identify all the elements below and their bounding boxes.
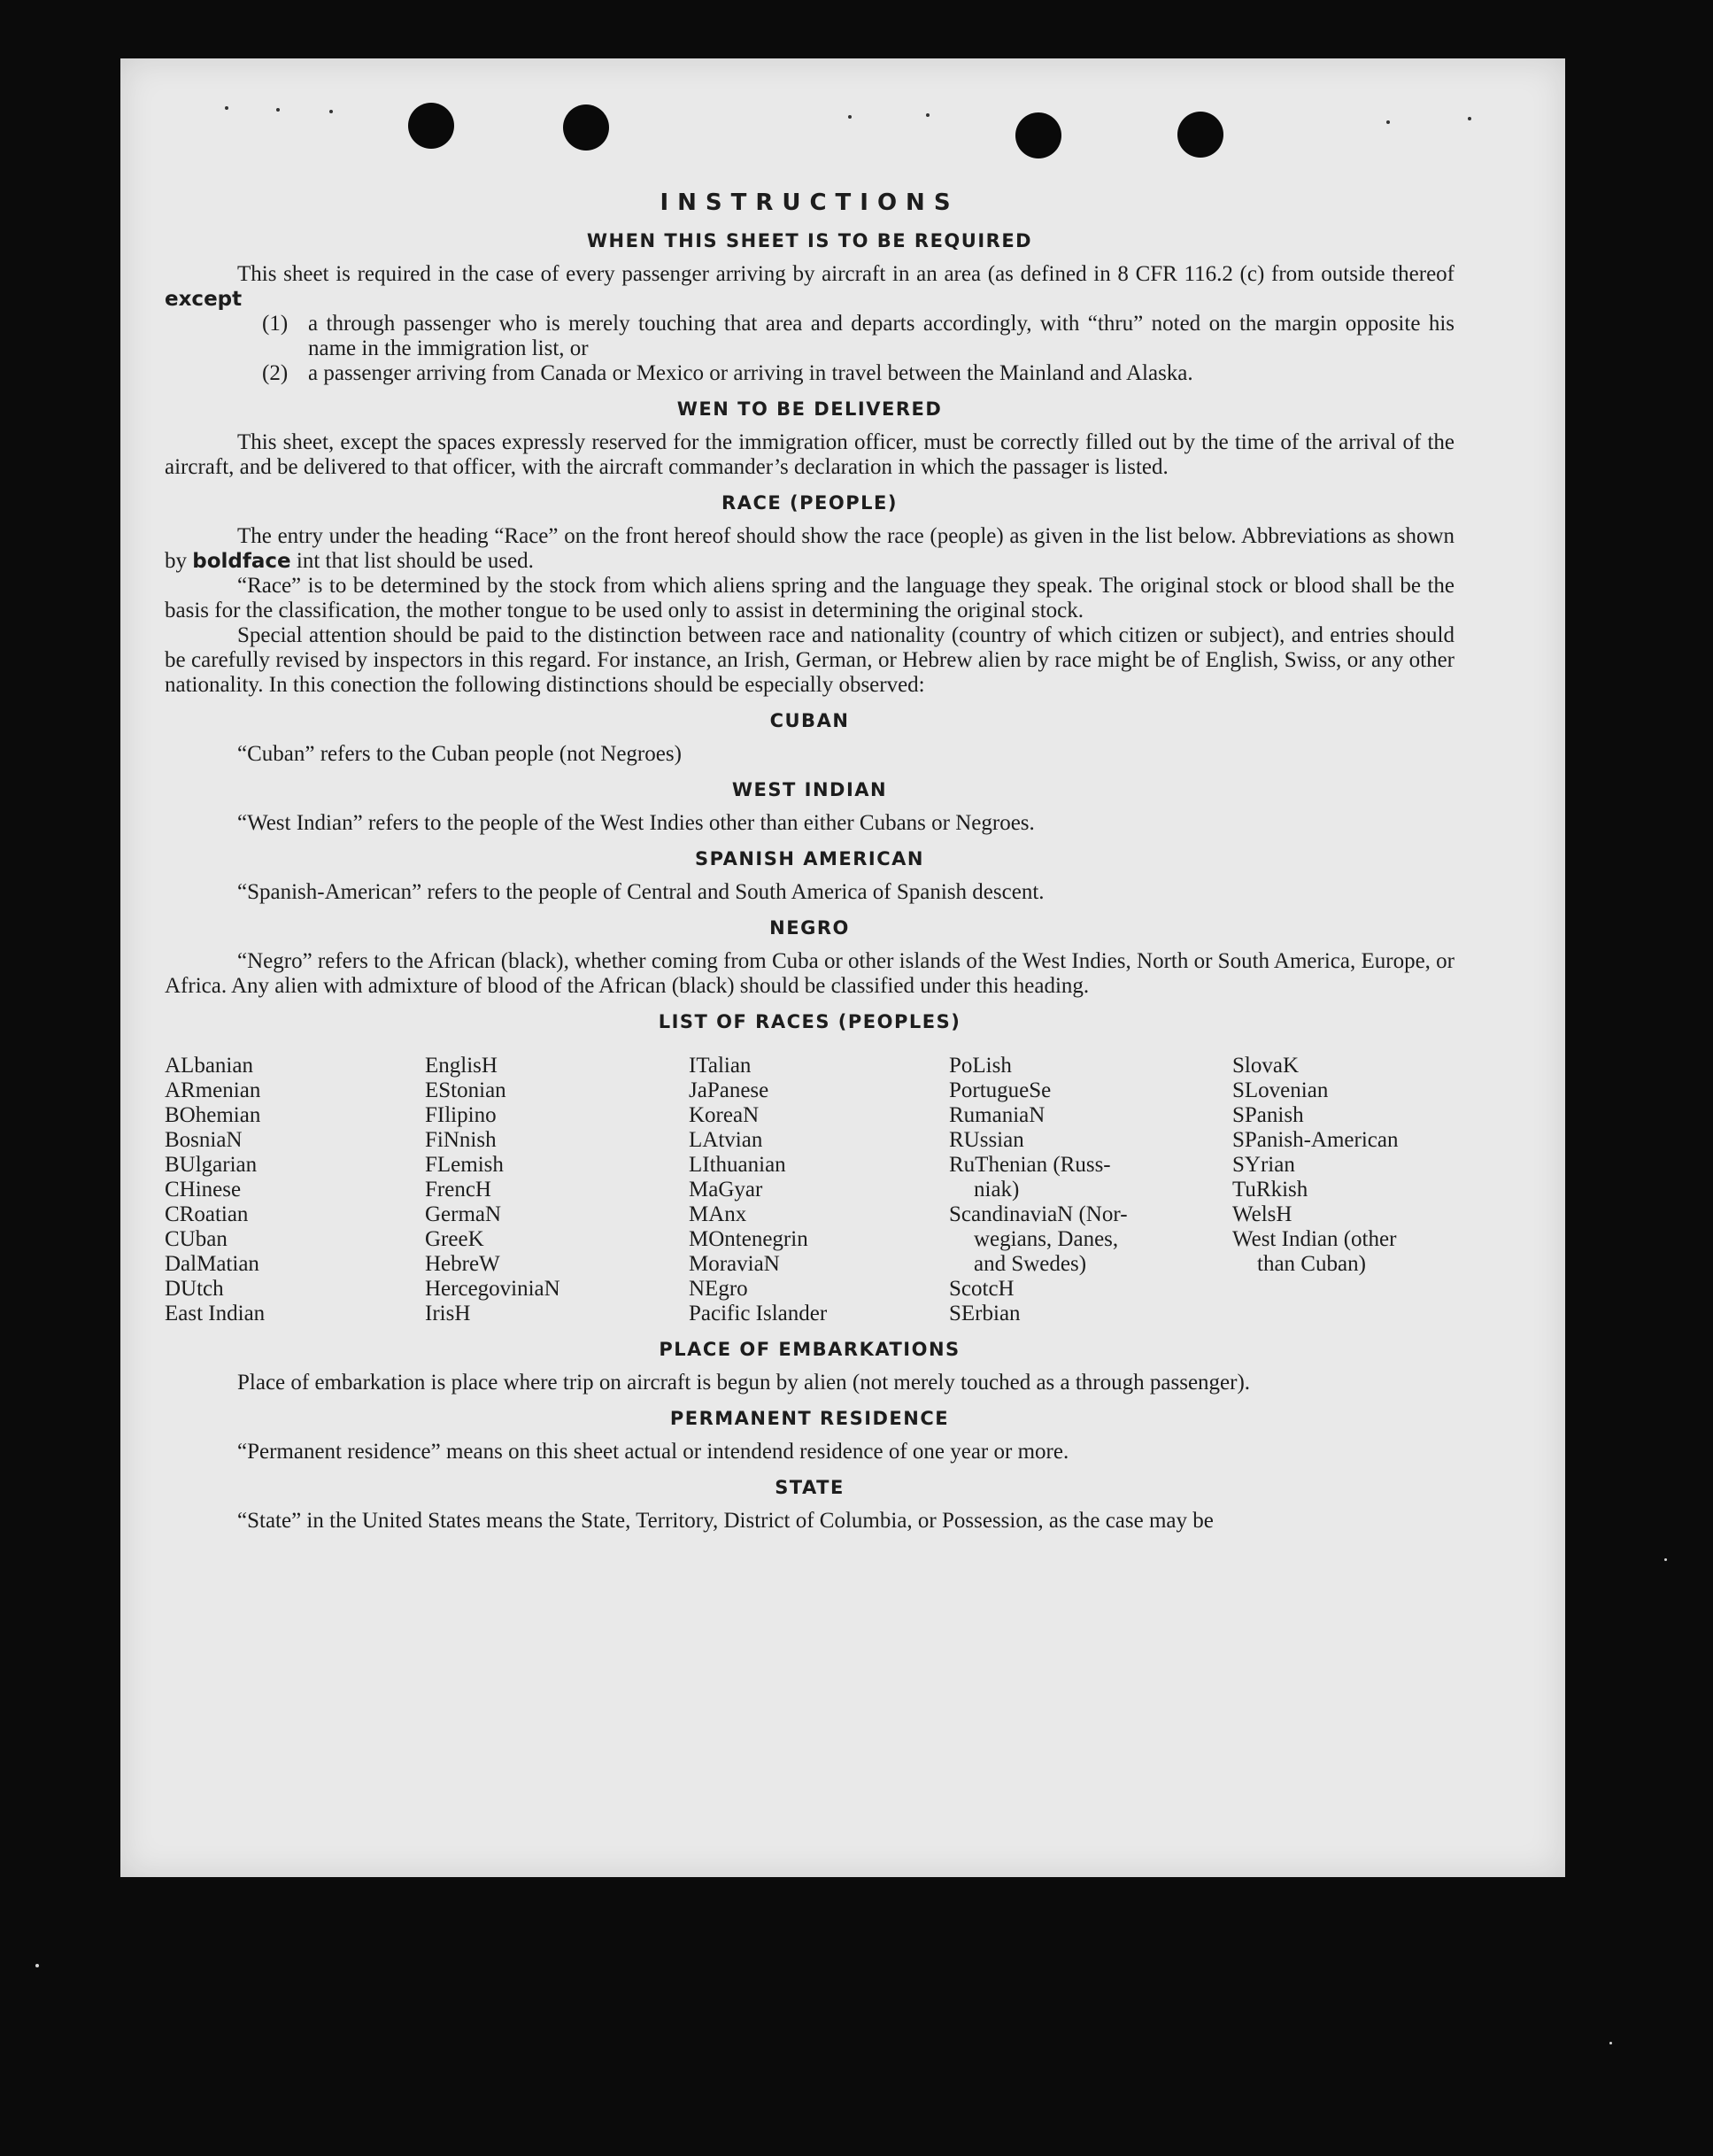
embarkation-text: Place of embarkation is place where trip on aircraft is begun by alien (not merely touched as a through passenger). (237, 1371, 1251, 1395)
race-item: SlovaK (1232, 1054, 1299, 1078)
race-item: BosniaN (165, 1128, 243, 1152)
race-item: HercegoviniaN (425, 1277, 560, 1301)
list-item: (2) a passenger arriving from Canada or Mexico or arriving in travel between the Mainland and Alaska. (262, 361, 1193, 385)
race-item: ITalian (689, 1054, 752, 1078)
race-item-continuation: niak) (974, 1178, 1020, 1202)
race-column-4 (949, 1054, 1232, 1326)
heading-negro: NEGRO (769, 917, 850, 939)
race-item: RuThenian (Russ- (949, 1153, 1111, 1177)
race-item: GermaN (425, 1202, 502, 1226)
when-delivered-text: This sheet, except the spaces expressly reserved for the immigration officer, must be correctly filled out by the time of the arrival of the aircraft, and be delivered to that officer, with the aircraft commander’s declaration in which the passager is listed. (165, 430, 1455, 479)
list-item: (1) a through passenger who is merely touching that area and departs accordingly, with “thru” noted on the margin opposite his name in the immigration list, or (262, 312, 1455, 360)
race-item: EStonian (425, 1078, 506, 1102)
race-item: ARmenian (165, 1078, 261, 1102)
race-item: SPanish-American (1232, 1128, 1399, 1152)
spanish-american-text: “Spanish-American” refers to the people of Central and South America of Spanish descent. (237, 880, 1045, 904)
race-item: FiNnish (425, 1128, 497, 1152)
race-item: HebreW (425, 1252, 500, 1276)
negro-text: “Negro” refers to the African (black), whether coming from Cuba or other islands of the West Indies, North or South America, Europe, or Africa. Any alien with admixture of blood of the African (black) should be classified under this heading. (165, 949, 1455, 998)
punch-hole (408, 103, 454, 149)
race-paragraph-2: “Race” is to be determined by the stock from which aliens spring and the language they speak. The original stock or blood shall be the basis for the classification, the mother tongue to be used only to assist in determining the original stock. (165, 574, 1455, 622)
race-item: Pacific Islander (689, 1302, 828, 1325)
cuban-text: “Cuban” refers to the Cuban people (not Negroes) (237, 742, 682, 766)
punch-hole (1177, 112, 1223, 158)
heading-when-delivered: WEN TO BE DELIVERED (676, 398, 943, 420)
permanent-residence-text: “Permanent residence” means on this sheet actual or intendend residence of one year or more. (237, 1440, 1069, 1464)
race-item: NEgro (689, 1277, 748, 1301)
race-item: CUban (165, 1227, 228, 1251)
heading-west-indian: WEST INDIAN (731, 779, 888, 800)
punch-hole (563, 104, 609, 151)
race-item: MOntenegrin (689, 1227, 808, 1251)
race-paragraph-1: The entry under the heading “Race” on the front hereof should show the race (people) as given in the list below. Abbreviations as shown by boldface int that list should be used. (165, 524, 1455, 573)
west-indian-text: “West Indian” refers to the people of the West Indies other than either Cubans or Negroes. (237, 811, 1035, 835)
race-item: SLovenian (1232, 1078, 1329, 1102)
race-item-continuation: and Swedes) (974, 1252, 1087, 1276)
race-item: MoraviaN (689, 1252, 780, 1276)
state-text: “State” in the United States means the State, Territory, District of Columbia, or Possession, as the case may be (237, 1509, 1214, 1533)
race-column-3 (689, 1054, 949, 1326)
punch-hole (1015, 112, 1061, 158)
document-title: INSTRUCTIONS (660, 189, 960, 216)
race-column-2 (425, 1054, 689, 1326)
race-item: WelsH (1232, 1202, 1292, 1226)
race-item: PoLish (949, 1054, 1012, 1078)
race-item: IrisH (425, 1302, 471, 1325)
document-page (120, 58, 1565, 1877)
race-item: ScotcH (949, 1277, 1015, 1301)
heading-embarkation: PLACE OF EMBARKATIONS (659, 1339, 961, 1360)
race-item: BUlgarian (165, 1153, 258, 1177)
heading-race: RACE (PEOPLE) (721, 492, 898, 514)
race-item: SYrian (1232, 1153, 1295, 1177)
race-item: CRoatian (165, 1202, 249, 1226)
heading-cuban: CUBAN (769, 710, 850, 731)
race-item: West Indian (other (1232, 1227, 1397, 1251)
race-column-1 (165, 1054, 425, 1326)
race-list (165, 1054, 1455, 1326)
race-item: GreeK (425, 1227, 484, 1251)
race-item: BOhemian (165, 1103, 261, 1127)
race-item: SErbian (949, 1302, 1021, 1325)
when-required-text: This sheet is required in the case of every passenger arriving by aircraft in an area (as defined in 8 CFR 116.2 (c) from outside thereof except (165, 262, 1455, 311)
race-item: LIthuanian (689, 1153, 786, 1177)
heading-permanent-residence: PERMANENT RESIDENCE (669, 1408, 950, 1429)
race-item: DUtch (165, 1277, 224, 1301)
race-item: SPanish (1232, 1103, 1304, 1127)
heading-spanish-american: SPANISH AMERICAN (695, 848, 924, 869)
race-item: FLemish (425, 1153, 504, 1177)
race-item: FIlipino (425, 1103, 497, 1127)
race-item: MaGyar (689, 1178, 763, 1202)
heading-list-of-races: LIST OF RACES (PEOPLES) (658, 1011, 961, 1032)
exception-list (262, 312, 1455, 386)
race-item: ALbanian (165, 1054, 253, 1078)
race-item: CHinese (165, 1178, 242, 1202)
race-item: TuRkish (1232, 1178, 1308, 1202)
race-item: ScandinaviaN (Nor- (949, 1202, 1128, 1226)
instructions-content (165, 189, 1455, 1534)
race-item: DalMatian (165, 1252, 259, 1276)
race-item: KoreaN (689, 1103, 760, 1127)
race-item: RUssian (949, 1128, 1024, 1152)
race-item: RumaniaN (949, 1103, 1046, 1127)
race-column-5 (1232, 1054, 1455, 1326)
race-item: JaPanese (689, 1078, 769, 1102)
race-item: East Indian (165, 1302, 266, 1325)
race-item: LAtvian (689, 1128, 763, 1152)
race-item: FrencH (425, 1178, 491, 1202)
heading-state: STATE (775, 1477, 845, 1498)
race-item: PortugueSe (949, 1078, 1052, 1102)
race-paragraph-3: Special attention should be paid to the distinction between race and nationality (country of which citizen or subject), and entries should be carefully revised by inspectors in this regard. For instance, an Irish, German, or Hebrew alien by race might be of English, Swiss, or any other nationality. In this conection the following distinctions should be especially observed: (165, 623, 1455, 697)
race-item: MAnx (689, 1202, 747, 1226)
race-item: EnglisH (425, 1054, 498, 1078)
race-item-continuation: than Cuban) (1257, 1252, 1366, 1276)
heading-when-required: WHEN THIS SHEET IS TO BE REQUIRED (586, 230, 1033, 251)
race-item-continuation: wegians, Danes, (974, 1227, 1119, 1251)
